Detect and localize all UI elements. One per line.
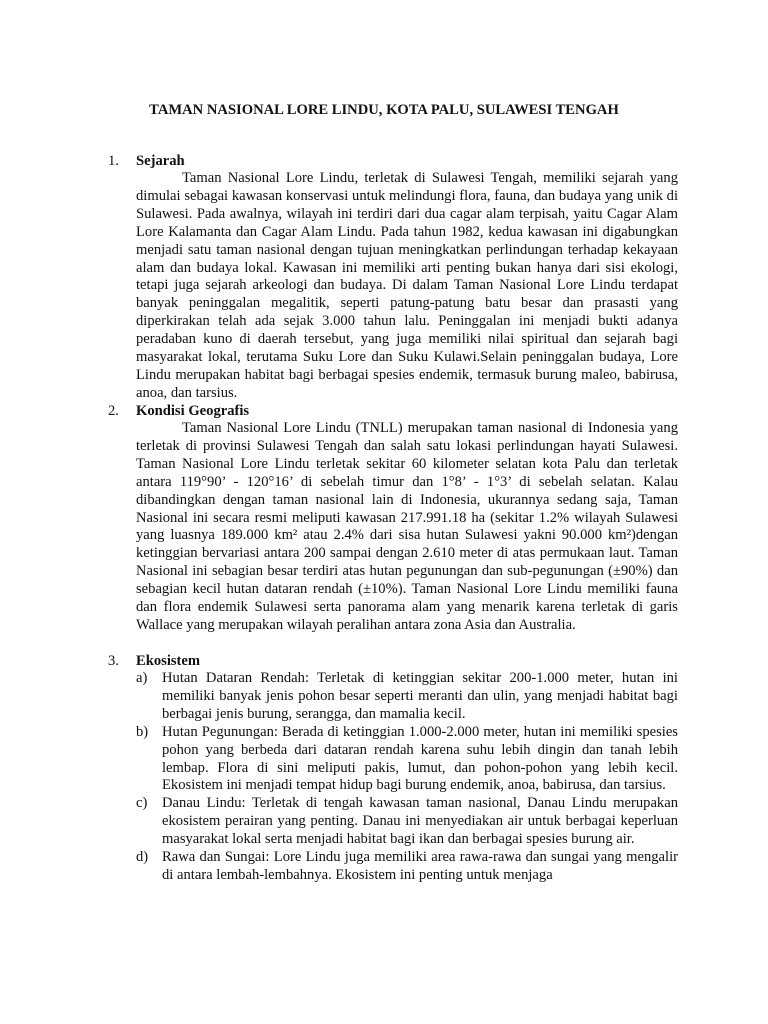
list-item xyxy=(136,795,678,849)
list-item xyxy=(136,724,678,796)
list-item-text: Rawa dan Sungai: Lore Lindu juga memiliki area rawa-rawa dan sungai yang mengalir di antara lembah-lembahnya. Ekosistem ini penting untuk menjaga xyxy=(162,849,678,883)
list-item xyxy=(136,849,678,885)
section-number: 1. xyxy=(108,153,119,169)
section-number: 3. xyxy=(108,653,119,669)
section-ekosistem xyxy=(108,652,678,885)
ekosistem-list xyxy=(136,670,678,885)
document-title: TAMAN NASIONAL LORE LINDU, KOTA PALU, SULAWESI TENGAH xyxy=(149,102,619,118)
list-item-marker: b) xyxy=(136,723,149,740)
section-paragraph: Taman Nasional Lore Lindu, terletak di Sulawesi Tengah, memiliki sejarah yang dimulai sebagai kawasan konservasi untuk melindungi flora, fauna, dan budaya yang unik di Sulawesi. Pada awalnya, wilayah ini terdiri dari dua cagar alam terpisah, yaitu Cagar Alam Lore Kalamanta dan Cagar Alam Lindu. Pada tahun 1982, kedua kawasan ini digabungkan menjadi satu taman nasional dengan tujuan meningkatkan perlindungan terhadap kekayaan alam dan budaya lokal. Kawasan ini memiliki arti penting bukan hanya dari sisi ekologi, tetapi juga sejarah arkeologi dan budaya. Di dalam Taman Nasional Lore Lindu terdapat banyak peninggalan megalitik, seperti patung-patung batu besar dan prasasti yang diperkirakan telah ada sejak 3.000 tahun lalu. Peninggalan ini menjadi bukti adanya peradaban kuno di daerah tersebut, yang juga memiliki nilai spiritual dan sejarah bagi masyarakat lokal, terutama Suku Lore dan Suku Kulawi.Selain peninggalan budaya, Lore Lindu merupakan habitat bagi berbagai spesies endemik, termasuk burung maleo, babirusa, anoa, dan tarsius. xyxy=(136,170,678,401)
section-kondisi-geografis xyxy=(108,402,678,635)
list-item-marker: d) xyxy=(136,849,149,866)
list-item-text: Danau Lindu: Terletak di tengah kawasan taman nasional, Danau Lindu merupakan ekosistem perairan yang penting. Danau ini menyediakan air untuk berbagai keperluan masyarakat lokal serta menjadi habitat bagi ikan dan berbagai spesies burung air. xyxy=(162,795,678,848)
list-item-marker: c) xyxy=(136,795,148,812)
list-item xyxy=(136,670,678,724)
section-heading: Kondisi Geografis xyxy=(136,403,250,419)
section-sejarah xyxy=(108,152,678,403)
section-heading: Sejarah xyxy=(136,153,185,169)
list-item-marker: a) xyxy=(136,670,148,686)
section-number: 2. xyxy=(108,403,119,419)
section-paragraph: Taman Nasional Lore Lindu (TNLL) merupakan taman nasional di Indonesia yang terletak di provinsi Sulawesi Tengah dan salah satu lokasi perlindungan hayati Sulawesi. Taman Nasional Lore Lindu terletak sekitar 60 kilometer selatan kota Palu dan terletak antara 119°90’ - 120°16’ di sebelah timur dan 1°8’ - 1°3’ di sebelah selatan. Kalau dibandingkan dengan taman nasional lain di Indonesia, ukurannya sedang saja, Taman Nasional ini secara resmi meliputi kawasan 217.991.18 ha (sekitar 1.2% wilayah Sulawesi yang luasnya 189.000 km² atau 2.4% dari sisa hutan Sulawesi yakni 90.000 km²)dengan ketinggian bervariasi antara 200 sampai dengan 2.610 meter di atas permukaan laut. Taman Nasional ini sebagian besar terdiri atas hutan pegunungan dan sub-pegunungan (±90%) dan sebagian kecil hutan dataran rendah (±10%). Taman Nasional Lore Lindu memiliki fauna dan flora endemik Sulawesi serta panorama alam yang menarik karena terletak di garis Wallace yang merupakan wilayah peralihan antara zona Asia dan Australia. xyxy=(136,420,678,633)
section-heading: Ekosistem xyxy=(136,653,201,669)
list-item-text: Hutan Dataran Rendah: Terletak di ketinggian sekitar 200-1.000 meter, hutan ini memiliki banyak jenis pohon besar seperti meranti dan ulin, yang menjadi habitat bagi berbagai jenis burung, serangga, dan mamalia kecil. xyxy=(162,670,678,722)
list-item-text: Hutan Pegunungan: Berada di ketinggian 1.000-2.000 meter, hutan ini memiliki spesies pohon yang berbeda dari dataran rendah karena suhu lebih dingin dan tanah lebih lembap. Flora di sini meliputi pakis, lumut, dan pohon-pohon yang lebih kecil. Ekosistem ini menjadi tempat hidup bagi burung endemik, anoa, babirusa, dan tarsius. xyxy=(162,723,678,794)
